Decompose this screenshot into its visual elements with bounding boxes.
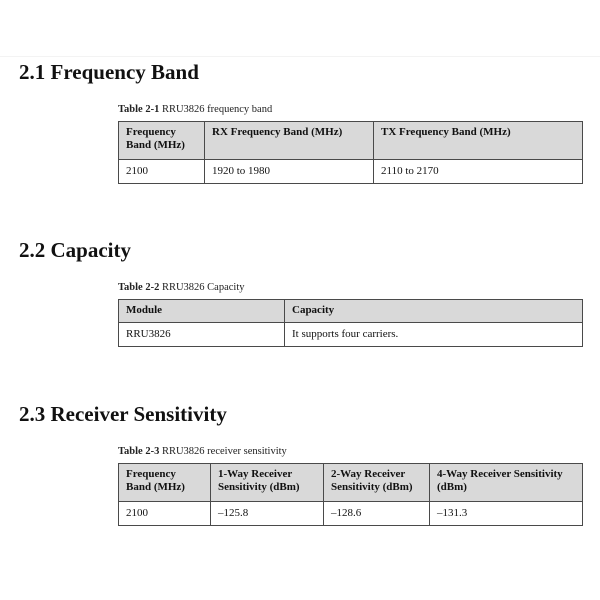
section-heading-receiver-sensitivity: 2.3 Receiver Sensitivity (19, 402, 227, 426)
table-header-row (119, 464, 583, 502)
table-caption-text: RRU3826 receiver sensitivity (159, 446, 287, 457)
section-heading-frequency-band: 2.1 Frequency Band (19, 60, 199, 84)
cell-rx-frequency-band: 1920 to 1980 (205, 160, 374, 184)
table-caption-2-3 (118, 446, 287, 458)
table-row (119, 502, 583, 526)
table-caption-text: RRU3826 Capacity (159, 282, 245, 293)
column-header-frequency-band: Frequency Band (MHz) (119, 122, 205, 160)
table-caption-2-1 (118, 104, 272, 116)
cell-capacity: It supports four carriers. (285, 323, 583, 347)
column-header-4-way-sensitivity: 4-Way Receiver Sensitivity (dBm) (430, 464, 583, 502)
cell-module: RRU3826 (119, 323, 285, 347)
column-header-tx-frequency-band: TX Frequency Band (MHz) (374, 122, 583, 160)
column-header-capacity: Capacity (285, 300, 583, 323)
column-header-2-way-sensitivity: 2-Way Receiver Sensitivity (dBm) (324, 464, 430, 502)
receiver-sensitivity-table (118, 463, 583, 526)
column-header-frequency-band: Frequency Band (MHz) (119, 464, 211, 502)
table-row (119, 160, 583, 184)
cell-2-way-sensitivity: –128.6 (324, 502, 430, 526)
table-caption-label: Table 2-3 (118, 446, 160, 457)
cell-frequency-band: 2100 (119, 502, 211, 526)
cell-tx-frequency-band: 2110 to 2170 (374, 160, 583, 184)
table-header-row (119, 300, 583, 323)
frequency-band-table (118, 121, 583, 184)
column-header-rx-frequency-band: RX Frequency Band (MHz) (205, 122, 374, 160)
table-row (119, 323, 583, 347)
cell-1-way-sensitivity: –125.8 (211, 502, 324, 526)
page-top-divider (0, 56, 600, 57)
table-caption-2-2 (118, 282, 245, 294)
capacity-table (118, 299, 583, 347)
cell-frequency-band: 2100 (119, 160, 205, 184)
table-caption-label: Table 2-1 (118, 104, 160, 115)
column-header-module: Module (119, 300, 285, 323)
cell-4-way-sensitivity: –131.3 (430, 502, 583, 526)
table-caption-text: RRU3826 frequency band (159, 104, 273, 115)
section-heading-capacity: 2.2 Capacity (19, 238, 131, 262)
table-caption-label: Table 2-2 (118, 282, 160, 293)
table-header-row (119, 122, 583, 160)
column-header-1-way-sensitivity: 1-Way Receiver Sensitivity (dBm) (211, 464, 324, 502)
